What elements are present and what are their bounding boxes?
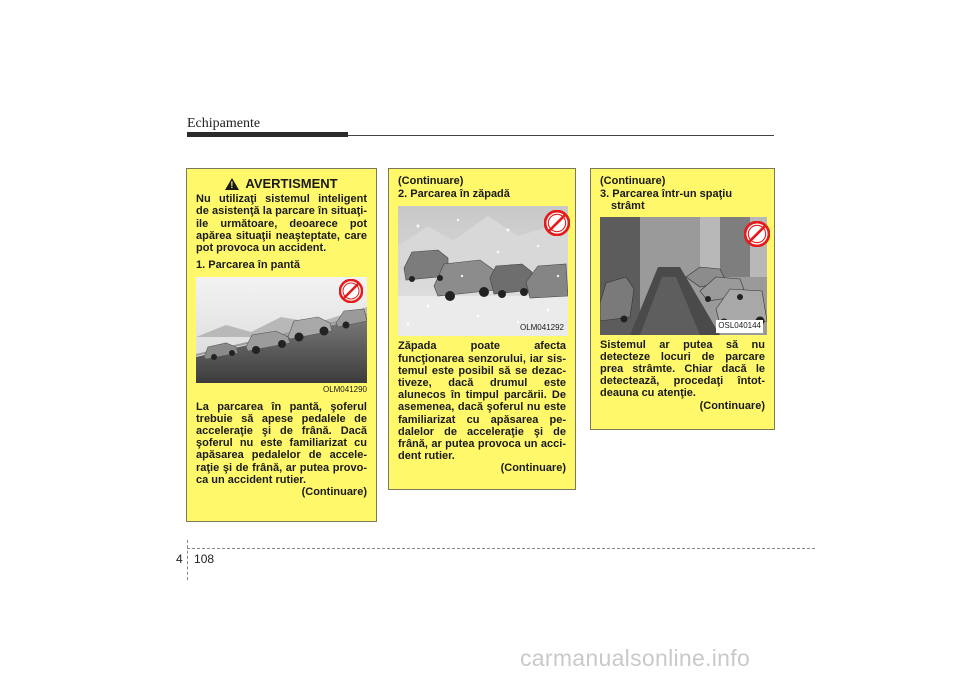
image-code: OLM041290	[322, 385, 367, 395]
item-title: 2. Parcarea în zăpadă	[398, 188, 510, 201]
continued-label: (Continuare)	[301, 486, 367, 499]
warning-box-3	[590, 168, 775, 430]
narrow-space-image	[600, 217, 767, 335]
no-entry-icon	[544, 210, 570, 236]
warning-title: AVERTISMENT	[245, 176, 338, 191]
body-text: Zăpada poate afecta funcţionarea senzorului, iar sis-temul este posibil să se dezac-tiveze, dacă drumul este alunecos în timpul parcării. De asemenea, dacă şoferul nu este familiarizat cu apăsarea pe-dalelor de acceleraţie şi de frână, ar putea provoca un acci-dent rutier.	[398, 340, 566, 463]
page-number-value: 108	[194, 552, 215, 566]
body-text: Sistemul ar putea să nu detecteze locuri de parcare prea strâmte. Chiar dacă le detectează, procedaţi întot-deauna cu atenţie.	[600, 338, 765, 400]
no-entry-icon	[744, 221, 770, 247]
image-code: OLM041292	[519, 323, 564, 333]
warning-box-1	[186, 168, 377, 522]
watermark: carmanualsonline.info	[520, 645, 751, 671]
no-entry-icon	[339, 279, 363, 303]
continued-top: (Continuare)	[398, 175, 464, 187]
continued-label: (Continuare)	[500, 462, 566, 475]
header-rule	[348, 135, 774, 136]
continued-top: (Continuare)	[600, 175, 666, 187]
warning-triangle-icon	[225, 178, 239, 190]
item-title: 3. Parcarea într-un spaţiu	[600, 188, 733, 201]
image-code: OSL040144	[716, 320, 763, 332]
warning-header	[196, 178, 367, 190]
illustration-slope	[196, 277, 367, 396]
illustration-snow	[398, 206, 566, 336]
warning-text: Nu utilizaţi sistemul inteligent de asistenţă la parcare în situaţi-ile următoare, deoarece pot apărea situaţii neaşteptate, care pot provoca un accident.	[196, 193, 367, 255]
header-bar	[187, 132, 348, 137]
continued-label: (Continuare)	[699, 399, 765, 412]
snow-parking-image	[398, 206, 568, 336]
illustration-narrow	[600, 217, 765, 335]
item-title-cont: strâmt	[611, 200, 645, 213]
footer-rule	[187, 548, 815, 549]
chapter-number: 4	[176, 552, 183, 566]
item-title: 1. Parcarea în pantă	[196, 259, 300, 272]
warning-box-2	[388, 168, 576, 490]
section-title: Echipamente	[187, 116, 261, 131]
body-text: La parcarea în pantă, şoferul trebuie să apese pedalele de acceleraţie şi de frână. Dacă şoferul nu este familiarizat cu apăsarea pedalelor de accele-raţie şi de frână, ar putea provo-ca un accident rutier.	[196, 400, 367, 486]
page-number	[176, 552, 214, 566]
